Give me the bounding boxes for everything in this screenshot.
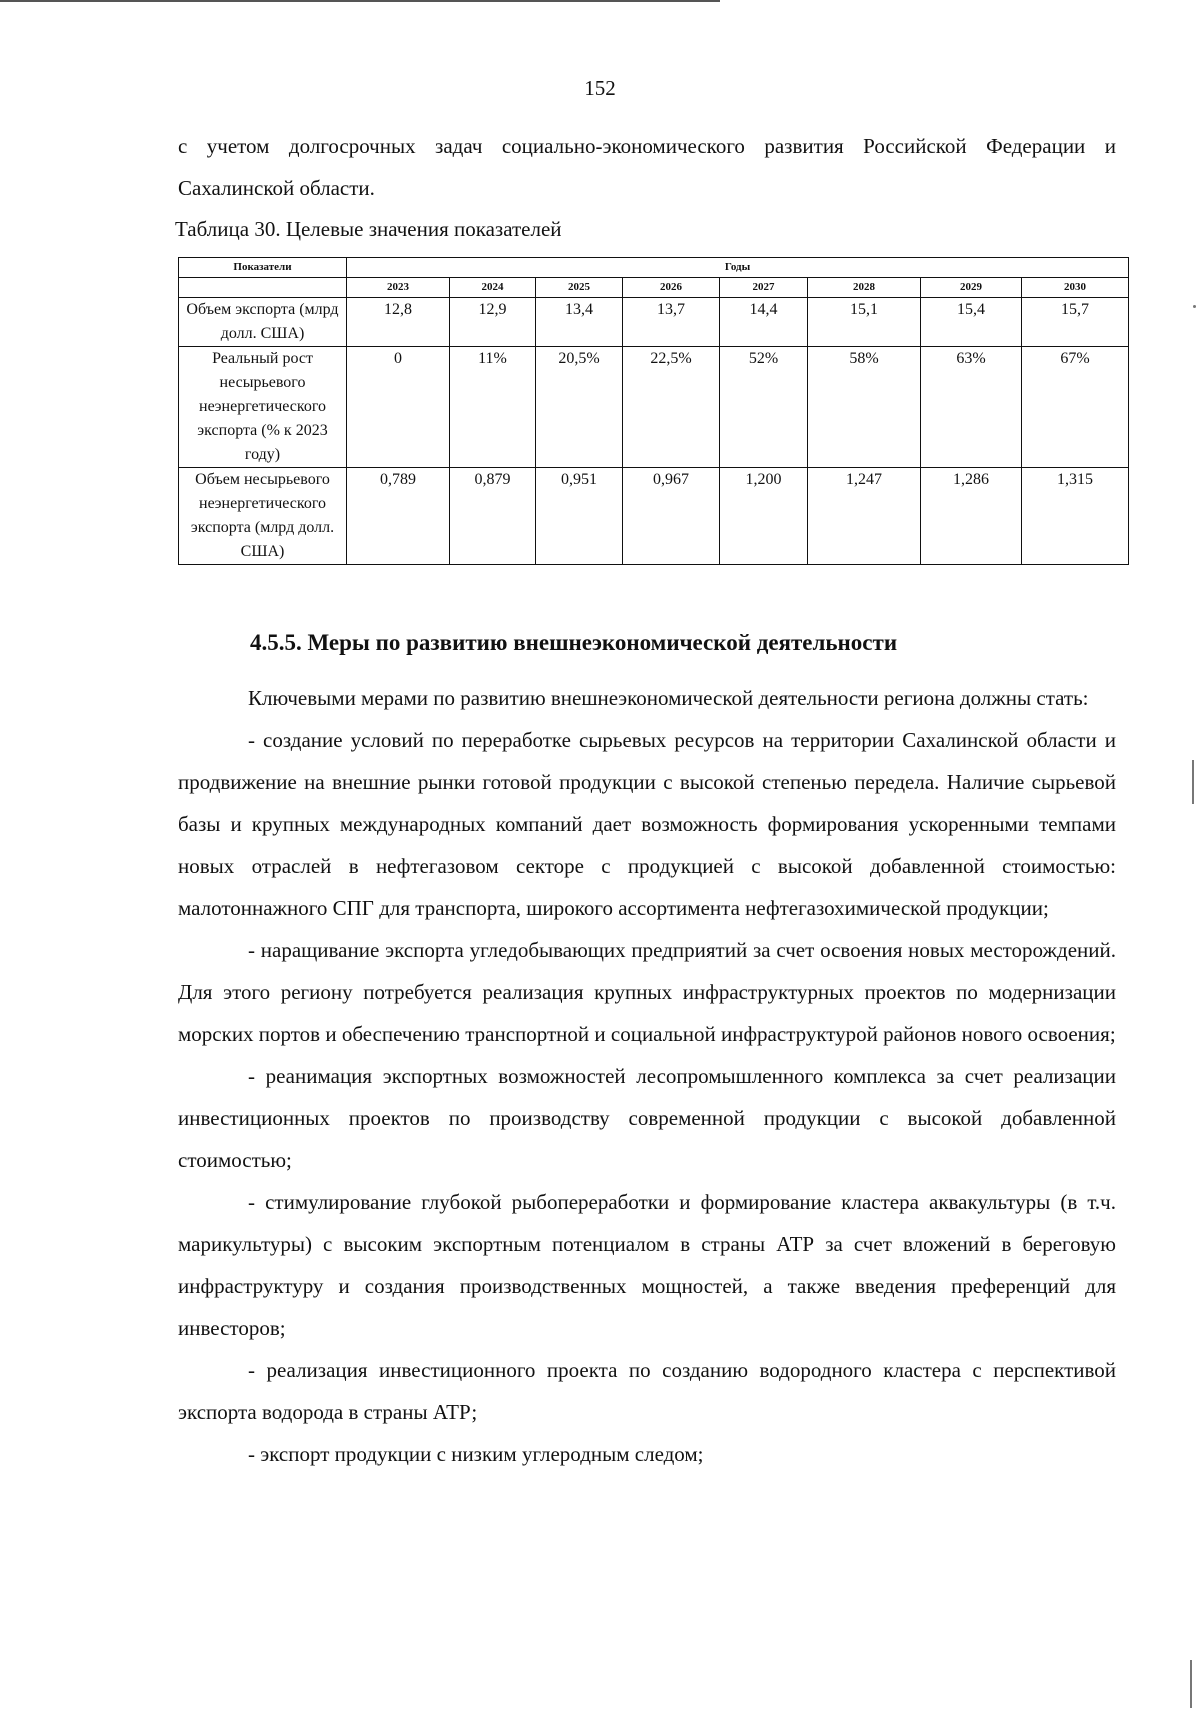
scan-top-border [0,0,720,2]
table-years-row [179,278,1129,298]
table-cell: 0,967 [623,468,720,565]
year-2023: 2023 [347,278,450,298]
table-cell: 0,879 [450,468,536,565]
intro-paragraph: с учетом долгосрочных задач социально-экономического развития Российской Федерации и Сахалинской области. [178,134,1116,200]
table-cell: 22,5% [623,347,720,468]
table-row-export-volume [179,298,1129,347]
table-cell: 0,789 [347,468,450,565]
scan-mark [1193,305,1196,308]
section-body [178,677,1116,1475]
table-cell: 67% [1022,347,1129,468]
year-2028: 2028 [808,278,921,298]
header-empty [179,278,347,298]
paragraph-lead: Ключевыми мерами по развитию внешнеэкономической деятельности региона должны стать: [248,686,1089,710]
table-cell: 15,7 [1022,298,1129,347]
table-cell: 0,951 [536,468,623,565]
header-years: Годы [347,258,1129,278]
table-row-real-growth [179,347,1129,468]
table-cell: 14,4 [720,298,808,347]
table-cell: 1,286 [921,468,1022,565]
paragraph-measure: - реализация инвестиционного проекта по созданию водородного кластера с перспективой экспорта водорода в страны АТР; [178,1358,1116,1424]
indicators-table [178,257,1129,565]
header-indicators: Показатели [179,258,347,278]
paragraph-measure: - наращивание экспорта угледобывающих предприятий за счет освоения новых месторождений. Для этого региону потребуется реализация крупных инфраструктурных проектов по модернизации морских портов и обеспечению транспортной и социальной инфраструктурой районов нового освоения; [178,938,1116,1046]
table-cell: 15,4 [921,298,1022,347]
scan-mark [1192,760,1194,804]
row-label: Объем несырьевого неэнергетического экспорта (млрд долл. США) [179,468,347,565]
table-cell: 1,247 [808,468,921,565]
section-heading: 4.5.5. Меры по развитию внешнеэкономической деятельности [250,630,898,655]
year-2025: 2025 [536,278,623,298]
table-cell: 1,315 [1022,468,1129,565]
table-cell: 12,8 [347,298,450,347]
paragraph-measure: - стимулирование глубокой рыбопереработки и формирование кластера аквакультуры (в т.ч. марикультуры) с высоким экспортным потенциалом в страны АТР за счет вложений в береговую инфраструктуру и создания производственных мощностей, а также введения преференций для инвесторов; [178,1190,1116,1340]
year-2026: 2026 [623,278,720,298]
year-2027: 2027 [720,278,808,298]
year-2024: 2024 [450,278,536,298]
year-2029: 2029 [921,278,1022,298]
table-cell: 58% [808,347,921,468]
row-label: Реальный рост несырьевого неэнергетического экспорта (% к 2023 году) [179,347,347,468]
paragraph-measure: - реанимация экспортных возможностей лесопромышленного комплекса за счет реализации инвестиционных проектов по производству современной продукции с высокой добавленной стоимостью; [178,1064,1116,1172]
paragraph-measure: - создание условий по переработке сырьевых ресурсов на территории Сахалинской области и продвижение на внешние рынки готовой продукции с высокой степенью передела. Наличие сырьевой базы и крупных международных компаний дает возможность формирования ускоренными темпами новых отраслей в нефтегазовом секторе с продукцией с высокой добавленной стоимостью: малотоннажного СПГ для транспорта, широкого ассортимента нефтегазохимической продукции; [178,728,1116,920]
table-cell: 63% [921,347,1022,468]
table-cell: 52% [720,347,808,468]
table-cell: 12,9 [450,298,536,347]
table-cell: 13,4 [536,298,623,347]
table-header-row [179,258,1129,278]
table-caption: Таблица 30. Целевые значения показателей [175,217,562,241]
table-cell: 20,5% [536,347,623,468]
table-cell: 15,1 [808,298,921,347]
table-row-nonresource-volume [179,468,1129,565]
year-2030: 2030 [1022,278,1129,298]
page-number: 152 [584,76,616,100]
scan-mark [1190,1660,1192,1708]
paragraph-measure: - экспорт продукции с низким углеродным следом; [248,1442,704,1466]
table-cell: 13,7 [623,298,720,347]
table-cell: 0 [347,347,450,468]
table-cell: 11% [450,347,536,468]
row-label: Объем экспорта (млрд долл. США) [179,298,347,347]
table-cell: 1,200 [720,468,808,565]
